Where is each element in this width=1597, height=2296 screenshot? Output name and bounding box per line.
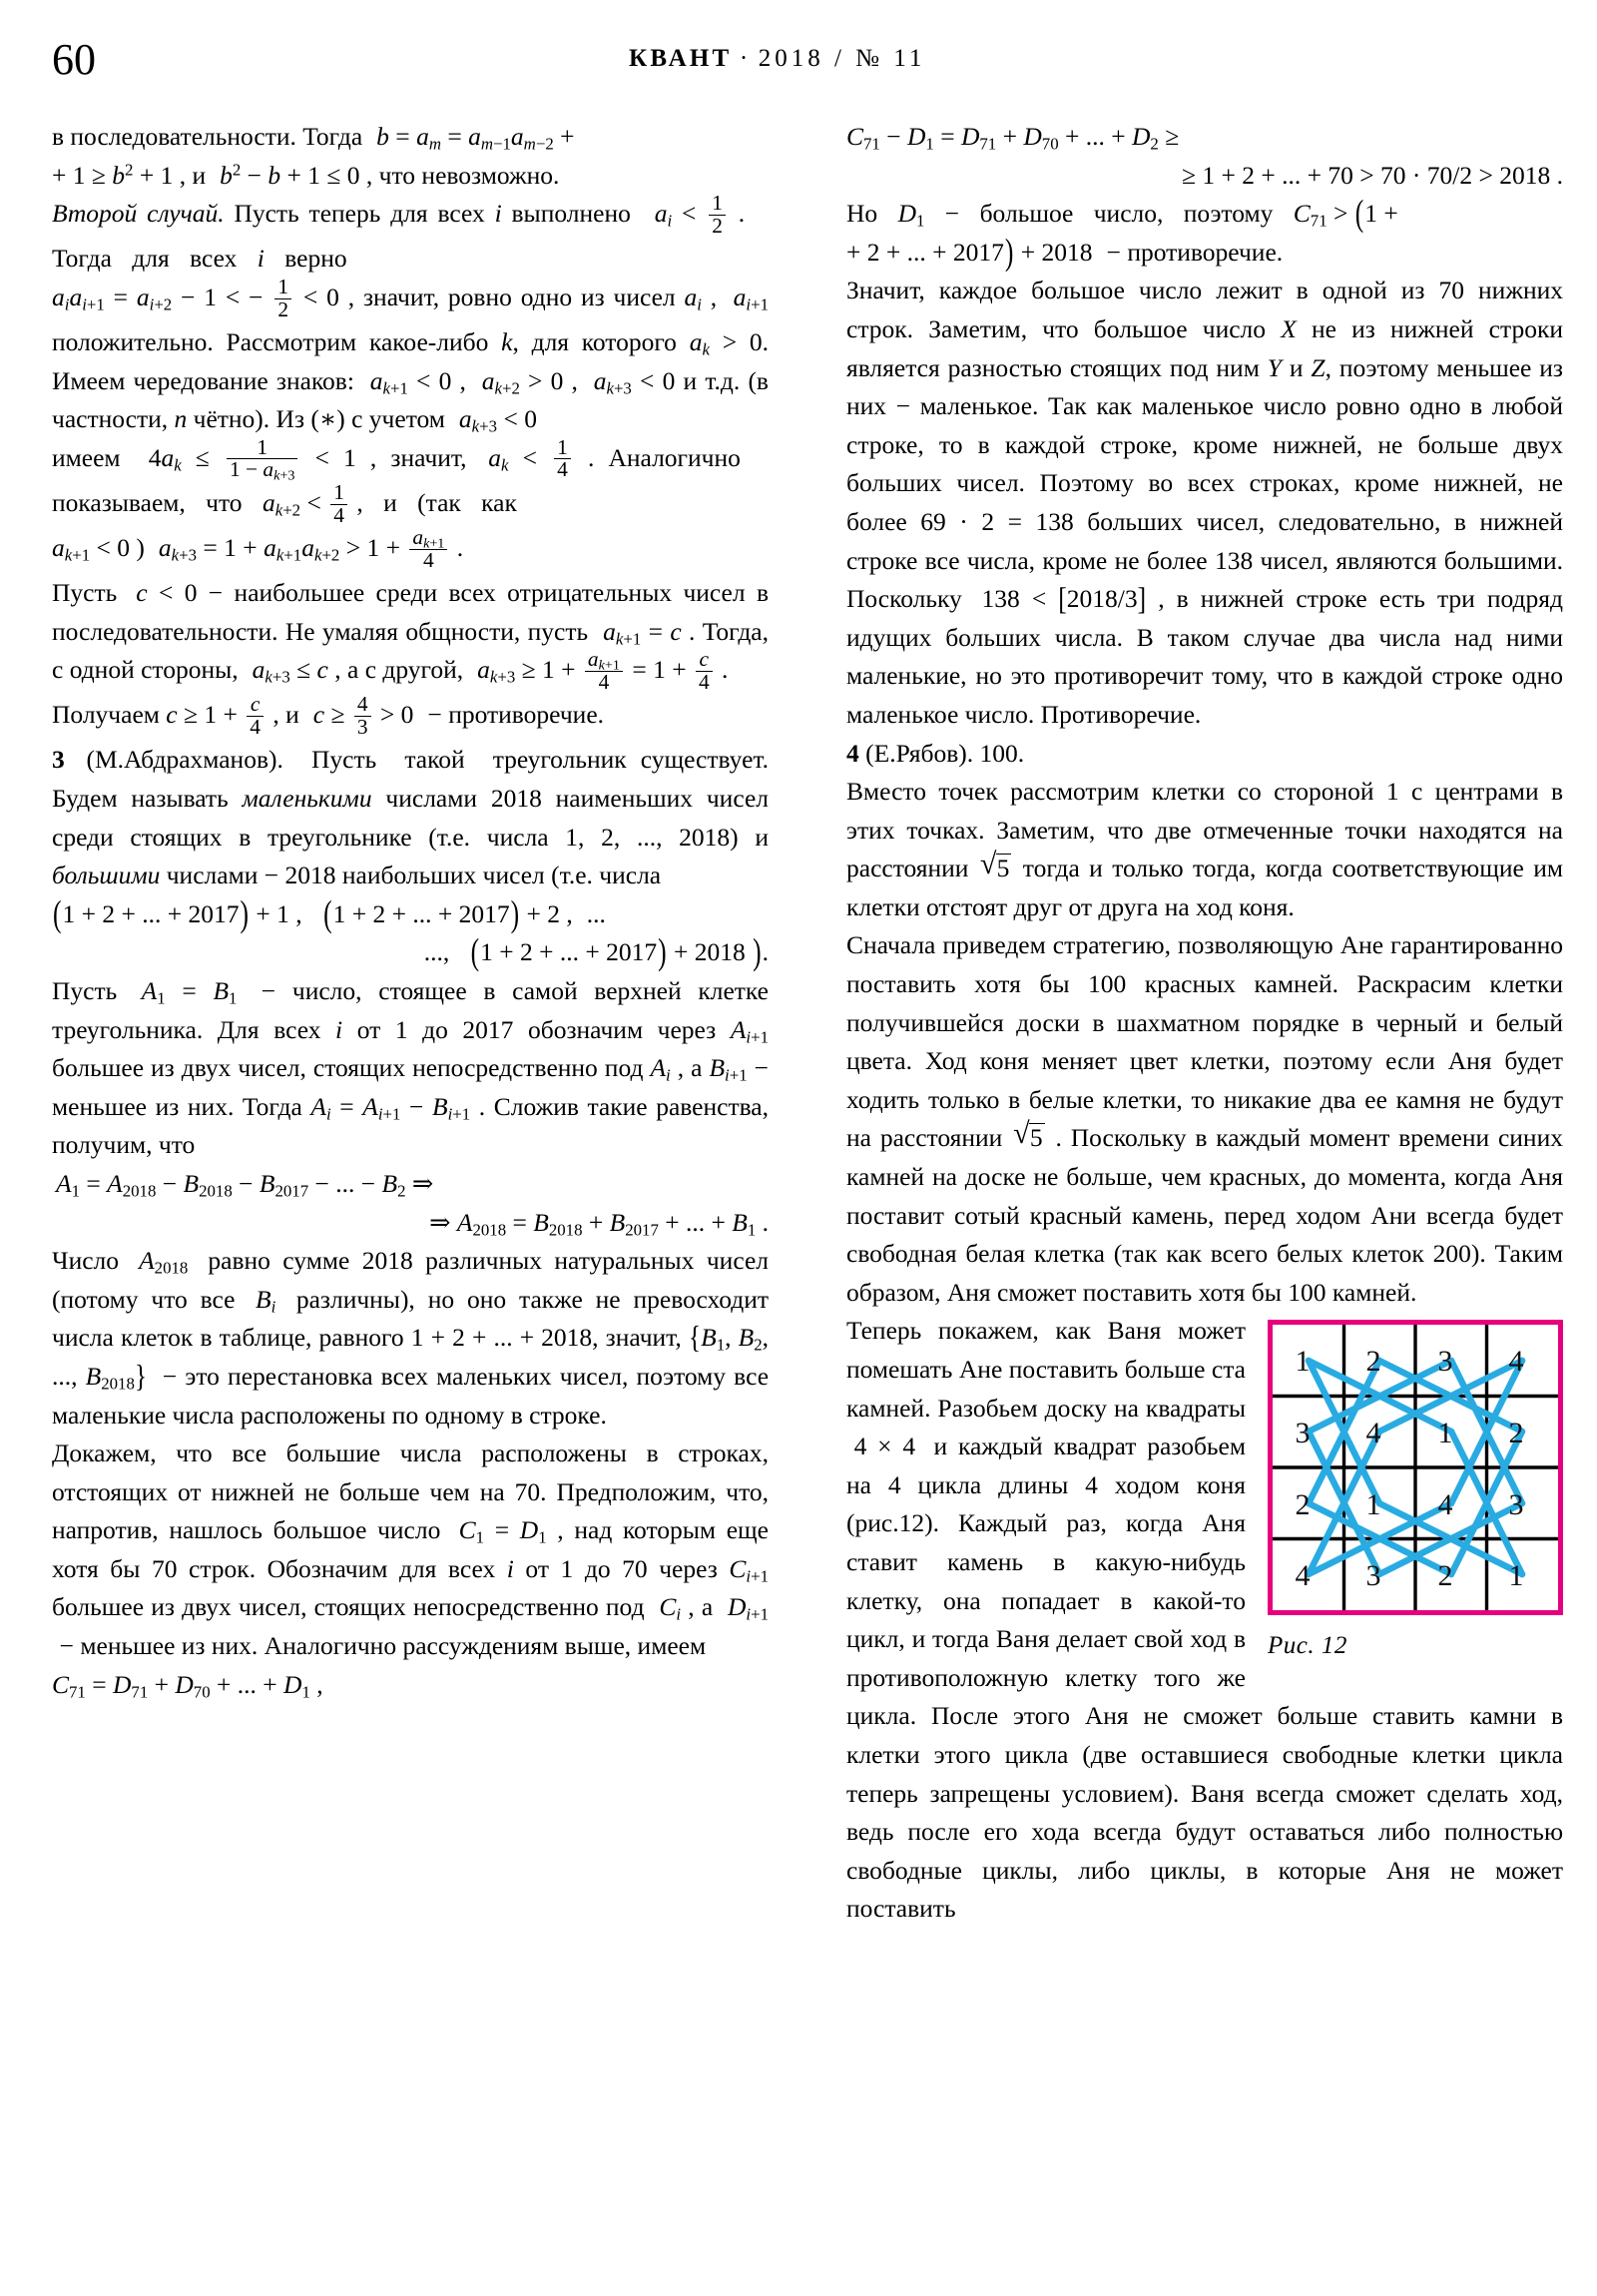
cell-r1c3: 2 (1508, 1417, 1524, 1450)
figure-12 (1268, 1320, 1563, 1661)
right-display-formula-1-line-1: $C_{71} - D_1 = D_{71} + D_{70}$ + ... + $D_2$ ≥ (846, 122, 1180, 154)
figure-12-grid-box (1268, 1320, 1563, 1615)
paragraph-p6: Получаем c ≥ 1 + $\frac{c}{4}$ , и c ≥ $\frac{4}{3}$ > 0 − противоречие. (52, 692, 605, 740)
running-head-separator: · (739, 45, 752, 72)
paragraph-p8: Пусть $A_1 = B_1$ − число, стоящее в самой верхней клетке треугольника. Для всех i от 1 до 2017 обозначим через $A_{i+1}$ большее из двух чисел, стоящих непосредственно под $A_i$ , а $B_{i+1}$ − меньшее из них. Тогда $A_i = A_{i+1} - B_{i+1}$ . Сложив такие равенства, получим, что (52, 975, 769, 1160)
paragraph-problem-3: 3 (М.Абдрахманов). Пусть такой треугольник существует. Будем называть маленькими числами 2018 наименьших чисел среди стоящих в треугольнике (т.е. числа 1, 2, ..., 2018) и большими числами − 2018 наибольших чисел (т.е. числа (52, 745, 770, 890)
paragraph-r2: Значит, каждое большое число лежит в одной из 70 нижних строк. Заметим, что большое число X не из нижней строки является разностью стоящих под ним Y и Z, поэтому меньшее из них − маленькое. Так как маленькое число ровно одно в любой строке, то в каждой строке, кроме нижней, не больше двух больших чисел. Поэтому во всех строках, кроме нижней, не более 69 · 2 = 138 больших чисел, следовательно, в нижней строке все числа, кроме не более 138 чисел, являются большими. Поскольку 138 < [2018/3] , в нижней строке есть три подряд идущих больших числа. В таком случае два числа над ними маленькие, но это противоречит тому, что в каждой строке одно маленькое число. Противоречие. (846, 276, 1563, 729)
cell-r0c2: 3 (1437, 1345, 1453, 1379)
paragraph-problem-4: 4 (Е.Рябов). 100. (846, 738, 1025, 768)
paragraph-p5: Пусть c < 0 − наибольшее среди всех отрицательных чисел в последовательности. Не умаляя общности, пусть $a_{k+1} = c$ . Тогда, с одной стороны, $a_{k+3} \le c$ , а с другой, $a_{k+3} \ge 1$ + $\frac{a_{k+1}}{4}$ = 1 + $\frac{c}{4}$ . (52, 578, 770, 694)
paragraph-p3: $a_ia_{i+1} = a_{i+2} - 1$ < − $\frac{1}{2}$ < 0 , значит, ровно одно из чисел $a_i$ , $a_{i+1}$ положительно. Рассмотрим какое-либо k, для которого $a_k > 0$. Имеем чередование знаков: $a_{k+1} < 0$ , $a_{k+2} > 0$ , $a_{k+3} < 0$ и т.д. (в частности, n чётно). Из (∗) с учетом $a_{k+3} < 0$ (52, 274, 770, 436)
cell-r2c1: 1 (1365, 1488, 1381, 1522)
paragraph-r6: Теперь покажем, как Ваня может помешать Ане поставить больше ста камней. Разобьем доску на квадраты 4 × 4 и каждый квадрат разобьем на 4 цикла длины 4 ходом коня (рис.12). Каждый раз, когда Аня ставит камень в какую-нибудь клетку, она попадает в какой-то цикл, и тогда Ваня делает свой ход в противоположную клетку того же цикла. После этого Аня не сможет больше ставить камни в клетки этого цикла (две оставшиеся свободные клетки цикла теперь запрещены условием). Ваня всегда сможет сделать ход, ведь после его хода всегда будут оставаться либо полностью свободные циклы, либо циклы, в которые Аня не может поставить (846, 1316, 1563, 1924)
problem-number-3: 3 (52, 745, 65, 775)
right-column (846, 118, 1563, 1929)
figure-12-caption: Рис. 12 (1268, 1632, 1347, 1660)
cell-r0c3: 4 (1508, 1345, 1524, 1379)
cell-r3c0: 4 (1295, 1559, 1311, 1593)
cell-r1c1: 4 (1365, 1417, 1381, 1450)
journal-title: КВАНТ (629, 45, 733, 72)
emphasis-second-case: Второй случай. (52, 199, 225, 229)
display-formula-3: $C_{71} = D_{71} + D_{70}$ + ... + $D_1$ , (52, 1669, 323, 1702)
paragraph-p4: имеем $4a_k$ ≤ $\frac{1}{1 - a_{k+3}}$ < 1 , значит, $a_k$ < $\frac{1}{4}$ . Аналогично показываем, что $a_{k+2}$ < $\frac{1}{4}$ , и (так как $a_{k+1} < 0$ ) $a_{k+3} = 1 + a_{k+1}a_{k+2} > 1$ + $\frac{a_{k+1}}{4}$ . (52, 434, 755, 572)
display-formula-1-line-2: ..., (1 + 2 + ... + 2017) + 2018 ). (423, 930, 769, 973)
display-formula-1-line-1: (1 + 2 + ... + 2017) + 1 , (1 + 2 + ... + 2017) + 2 , ... (53, 891, 606, 934)
display-formula-2-line-1: $A_1 = A_{2018} - B_{2018} - B_{2017}$ − ... − $B_2$ ⇒ (56, 1168, 434, 1201)
cell-r3c1: 3 (1365, 1559, 1381, 1593)
cell-r2c2: 4 (1437, 1488, 1453, 1522)
cell-r3c3: 1 (1508, 1559, 1524, 1593)
cell-r2c0: 2 (1295, 1488, 1311, 1522)
cell-r1c0: 3 (1295, 1417, 1311, 1450)
left-column (52, 118, 769, 1704)
problem-number-4: 4 (846, 738, 859, 768)
paragraph-p2: Второй случай. Пусть теперь для всех i выполнено $a_i$ < $\frac{1}{2}$ . Тогда для всех i верно (52, 191, 755, 274)
cell-r1c2: 1 (1437, 1417, 1453, 1450)
running-head (629, 42, 925, 76)
right-display-formula-1-line-2: ≥ 1 + 2 + ... + 70 > 70 · 70/2 > 2018 . (1182, 160, 1563, 190)
figure-12-svg (1273, 1325, 1558, 1610)
issue-label: 2018 / № 11 (758, 45, 926, 72)
page-header (0, 34, 1597, 94)
cell-r3c2: 2 (1437, 1559, 1453, 1593)
paragraph-p10: Докажем, что все большие числа расположены в строках, отстоящих от нижней не больше чем на 70. Предположим, что, напротив, нашлось большое число $C_1 = D_1$ , над которым еще хотя бы 70 строк. Обозначим для всех i от 1 до 70 через $C_{i+1}$ большее из двух чисел, стоящих непосредственно под $C_i$ , а $D_{i+1}$ − меньшее из них. Аналогично рассуждениям выше, имеем (52, 1438, 769, 1661)
paragraph-p1: в последовательности. Тогда $b = a_m = a_{m-1}a_{m-2}$ + + $1 \ge b^2 + 1$ , и $b^2 - b + 1 \le 0$ , что невозможно. (52, 122, 575, 190)
display-formula-2-line-2: ⇒ $A_{2018} = B_{2018} + B_{2017}$ + ... + $B_1$ . (429, 1207, 769, 1239)
folio-page-number: 60 (52, 35, 96, 84)
cell-r0c1: 2 (1365, 1345, 1381, 1379)
cell-r0c0: 1 (1295, 1345, 1311, 1379)
paragraph-r5: Сначала приведем стратегию, позволяющую Ане гарантированно поставить хотя бы 100 красных камней. Раскрасим клетки получившейся доски в шахматном порядке в черный и белый цвета. Ход коня меняет цвет клетки, поэтому если Аня будет ходить только в белые клетки, то никакие два ее камня не будут на расстоянии √ 5 . Поскольку в каждый момент времени синих камней на доске не больше, чем красных, до момента, когда Аня поставит сотый красный камень, перед ходом Ани всегда будет свободная белая клетка (так как всего белых клеток 200). Таким образом, Аня сможет поставить хотя бы 100 камней. (846, 930, 1563, 1307)
paragraph-r1: Но $D_1$ − большое число, поэтому $C_{71} > (1$ + + 2 + ... + 2017) + 2018 − противоречие. (846, 192, 1398, 273)
cell-r2c3: 3 (1508, 1488, 1524, 1522)
paragraph-r4: Вместо точек рассмотрим клетки со стороной 1 с центрами в этих точках. Заметим, что две отмеченные точки находятся на расстоянии √ 5 тогда и только тогда, когда соответствующие им клетки отстоят друг от друга на ход коня. (846, 777, 1563, 921)
paragraph-p9: Число $A_{2018}$ равно сумме 2018 различных натуральных чисел (потому что все $B_i$ различны), но оно также не превосходит числа клеток в таблице, равного 1 + 2 + ... + 2018, значит, {$B_1$, $B_2$, ..., $B_{2018}$} − это перестановка всех маленьких чисел, поэтому все маленькие числа расположены по одному в строке. (52, 1246, 770, 1430)
